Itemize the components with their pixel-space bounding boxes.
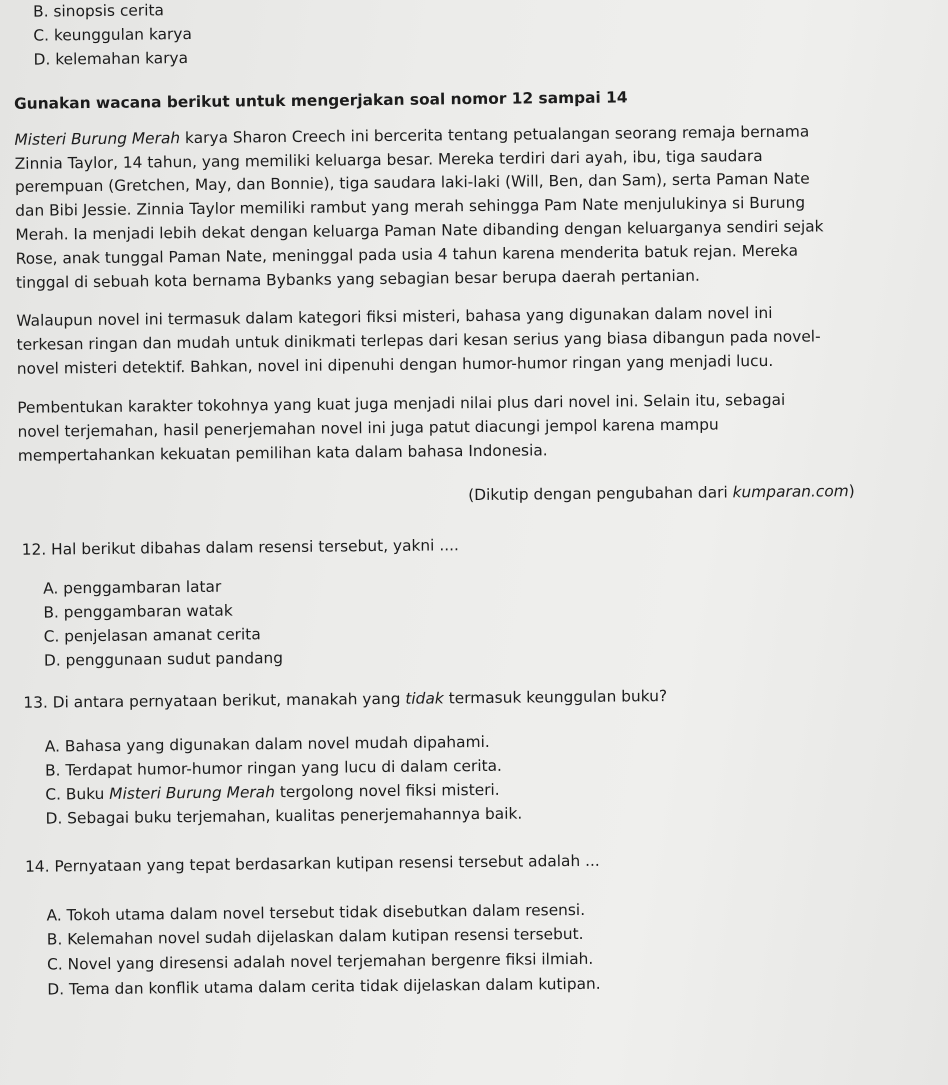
passage-line <box>14 122 809 150</box>
prev-option-d: D. kelemahan karya <box>33 49 189 69</box>
q13-option-c-pre: C. Buku <box>45 784 110 804</box>
question-13 <box>23 686 667 713</box>
q13-option-c <box>45 780 500 805</box>
q13-text-emphasis: tidak <box>405 689 444 708</box>
q12-option-d: D. penggunaan sudut pandang <box>43 649 284 670</box>
question-14: 14. Pernyataan yang tepat berdasarkan kutipan resensi tersebut adalah ... <box>24 851 600 876</box>
q12-option-a: A. penggambaran latar <box>43 577 222 598</box>
passage-text: karya Sharon Creech ini bercerita tentang petualangan seorang remaja bernama <box>180 122 810 148</box>
passage-line: perempuan (Gretchen, May, dan Bonnie), tiga saudara laki-laki (Will, Ben, dan Sam), serta Paman Nate <box>14 169 810 196</box>
q14-option-b: B. Kelemahan novel sudah dijelaskan dalam kutipan resensi tersebut. <box>46 924 584 949</box>
q14-option-a: A. Tokoh utama dalam novel tersebut tidak disebutkan dalam resensi. <box>46 900 586 925</box>
passage-line: Walaupun novel ini termasuk dalam kategori fiksi misteri, bahasa yang digunakan dalam novel ini <box>16 303 773 330</box>
source-suffix: ) <box>848 482 855 501</box>
source-citation <box>468 481 855 505</box>
q12-option-b: B. penggambaran watak <box>43 601 233 622</box>
q14-option-d: D. Tema dan konflik utama dalam cerita tidak dijelaskan dalam kutipan. <box>47 974 601 999</box>
q13-option-a: A. Bahasa yang digunakan dalam novel mudah dipahami. <box>44 732 490 756</box>
q13-option-c-title: Misteri Burung Merah <box>109 783 275 803</box>
q13-option-c-post: tergolong novel fiksi misteri. <box>274 780 500 802</box>
book-title: Misteri Burung Merah <box>14 129 181 149</box>
passage-line: Zinnia Taylor, 14 tahun, yang memiliki keluarga besar. Mereka terdiri dari ayah, ibu, tiga saudara <box>14 147 763 173</box>
prev-option-c: C. keunggulan karya <box>33 24 192 45</box>
passage-line: Pembentukan karakter tokohnya yang kuat juga menjadi nilai plus dari novel ini. Selain itu, sebagai <box>17 390 786 417</box>
q13-text-post: termasuk keunggulan buku? <box>443 687 668 708</box>
passage-line: tinggal di sebuah kota bernama Bybanks yang sebagian besar berupa daerah pertanian. <box>15 266 700 292</box>
passage-line: novel misteri detektif. Bahkan, novel ini dipenuhi dengan humor-humor ringan yang menjadi lucu. <box>16 351 774 378</box>
instruction-heading: Gunakan wacana berikut untuk mengerjakan soal nomor 12 sampai 14 <box>13 88 628 113</box>
source-prefix: (Dikutip dengan pengubahan dari <box>468 483 733 505</box>
source-site: kumparan.com <box>732 482 849 502</box>
passage-line: terkesan ringan dan mudah untuk dinikmati terlepas dari kesan serius yang biasa dibangun pada novel- <box>16 327 821 354</box>
passage-line: mempertahankan kekuatan pemilihan kata dalam bahasa Indonesia. <box>17 441 548 465</box>
passage-line: Rose, anak tunggal Paman Nate, meninggal pada usia 4 tahun karena menderita batuk rejan. Mereka <box>15 241 799 268</box>
q12-option-c: C. penjelasan amanat cerita <box>43 625 261 646</box>
q13-option-d: D. Sebagai buku terjemahan, kualitas penerjemahannya baik. <box>45 804 523 828</box>
passage-line: Merah. Ia menjadi lebih dekat dengan keluarga Paman Nate dibanding dengan keluarganya sendiri sejak <box>15 217 824 244</box>
question-12: 12. Hal berikut dibahas dalam resensi tersebut, yakni .... <box>21 536 459 559</box>
passage-line: dan Bibi Jessie. Zinnia Taylor memiliki rambut yang merah sehingga Pam Nate menjulukinya si Burung <box>15 193 806 220</box>
q13-option-b: B. Terdapat humor-humor ringan yang lucu di dalam cerita. <box>44 756 503 780</box>
prev-option-b: B. sinopsis cerita <box>33 1 165 21</box>
q13-text-pre: 13. Di antara pernyataan berikut, manakah yang <box>23 689 406 712</box>
passage-line: novel terjemahan, hasil penerjemahan novel ini juga patut diacungi jempol karena mampu <box>17 415 719 441</box>
q14-option-c: C. Novel yang diresensi adalah novel terjemahan bergenre fiksi ilmiah. <box>47 949 594 974</box>
